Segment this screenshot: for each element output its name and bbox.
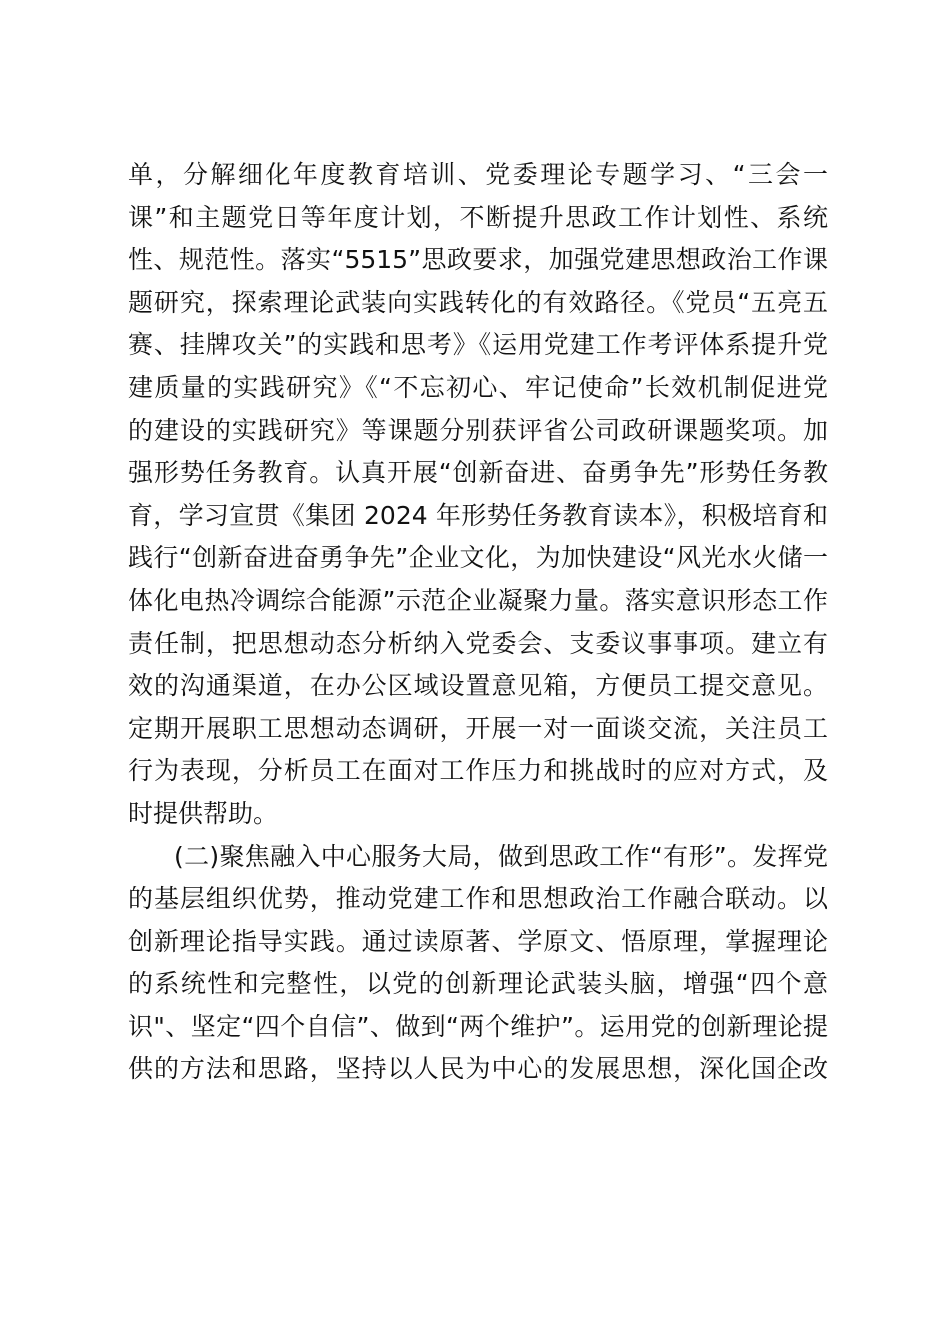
text-line: 课”和主题党日等年度计划，不断提升思政工作计划性、系统 bbox=[128, 202, 828, 232]
text-line: 赛、挂牌攻关”的实践和思考》《运用党建工作考评体系提升党 bbox=[128, 330, 828, 360]
text-line: 育，学习宣贯《集团 2024 年形势任务教育读本》，积极培育和 bbox=[128, 500, 828, 530]
text-line: 题研究，探索理论武装向实践转化的有效路径。《党员“五亮五 bbox=[128, 287, 828, 317]
text-line: 定期开展职工思想动态调研，开展一对一面谈交流，关注员工 bbox=[128, 713, 828, 743]
text-line: 践行“创新奋进奋勇争先”企业文化，为加快建设“风光水火储一 bbox=[128, 543, 828, 573]
text-line: 供的方法和思路，坚持以人民为中心的发展思想，深化国企改 bbox=[128, 1054, 828, 1084]
text-line: 责任制，把思想动态分析纳入党委会、支委议事事项。建立有 bbox=[128, 628, 828, 658]
text-line: 体化电热冷调综合能源”示范企业凝聚力量。落实意识形态工作 bbox=[128, 585, 828, 615]
paragraph-end-line: 时提供帮助。 bbox=[128, 798, 279, 828]
text-line: 性、规范性。落实“5515”思政要求，加强党建思想政治工作课 bbox=[128, 245, 828, 275]
text-line: 的建设的实践研究》等课题分别获评省公司政研课题奖项。加 bbox=[128, 415, 828, 445]
text-line: 的基层组织优势，推动党建工作和思想政治工作融合联动。以 bbox=[128, 884, 828, 914]
text-line: 单，分解细化年度教育培训、党委理论专题学习、“三会一 bbox=[128, 160, 828, 189]
text-line: 行为表现，分析员工在面对工作压力和挑战时的应对方式，及 bbox=[128, 756, 828, 786]
text-line: 建质量的实践研究》《“不忘初心、牢记使命”长效机制促进党 bbox=[128, 372, 828, 402]
text-line: 创新理论指导实践。通过读原著、学原文、悟原理，掌握理论 bbox=[128, 926, 828, 956]
text-line: 的系统性和完整性，以党的创新理论武装头脑，增强“四个意 bbox=[128, 969, 828, 999]
text-line: 强形势任务教育。认真开展“创新奋进、奋勇争先”形势任务教 bbox=[128, 458, 828, 488]
text-line: 识"、坚定“四个自信”、做到“两个维护”。运用党的创新理论提 bbox=[128, 1011, 828, 1041]
text-line: 效的沟通渠道，在办公区域设置意见箱，方便员工提交意见。 bbox=[128, 671, 828, 701]
paragraph-heading-line: (二)聚焦融入中心服务大局，做到思政工作“有形”。发挥党 bbox=[174, 841, 828, 871]
body-text bbox=[128, 154, 828, 1091]
